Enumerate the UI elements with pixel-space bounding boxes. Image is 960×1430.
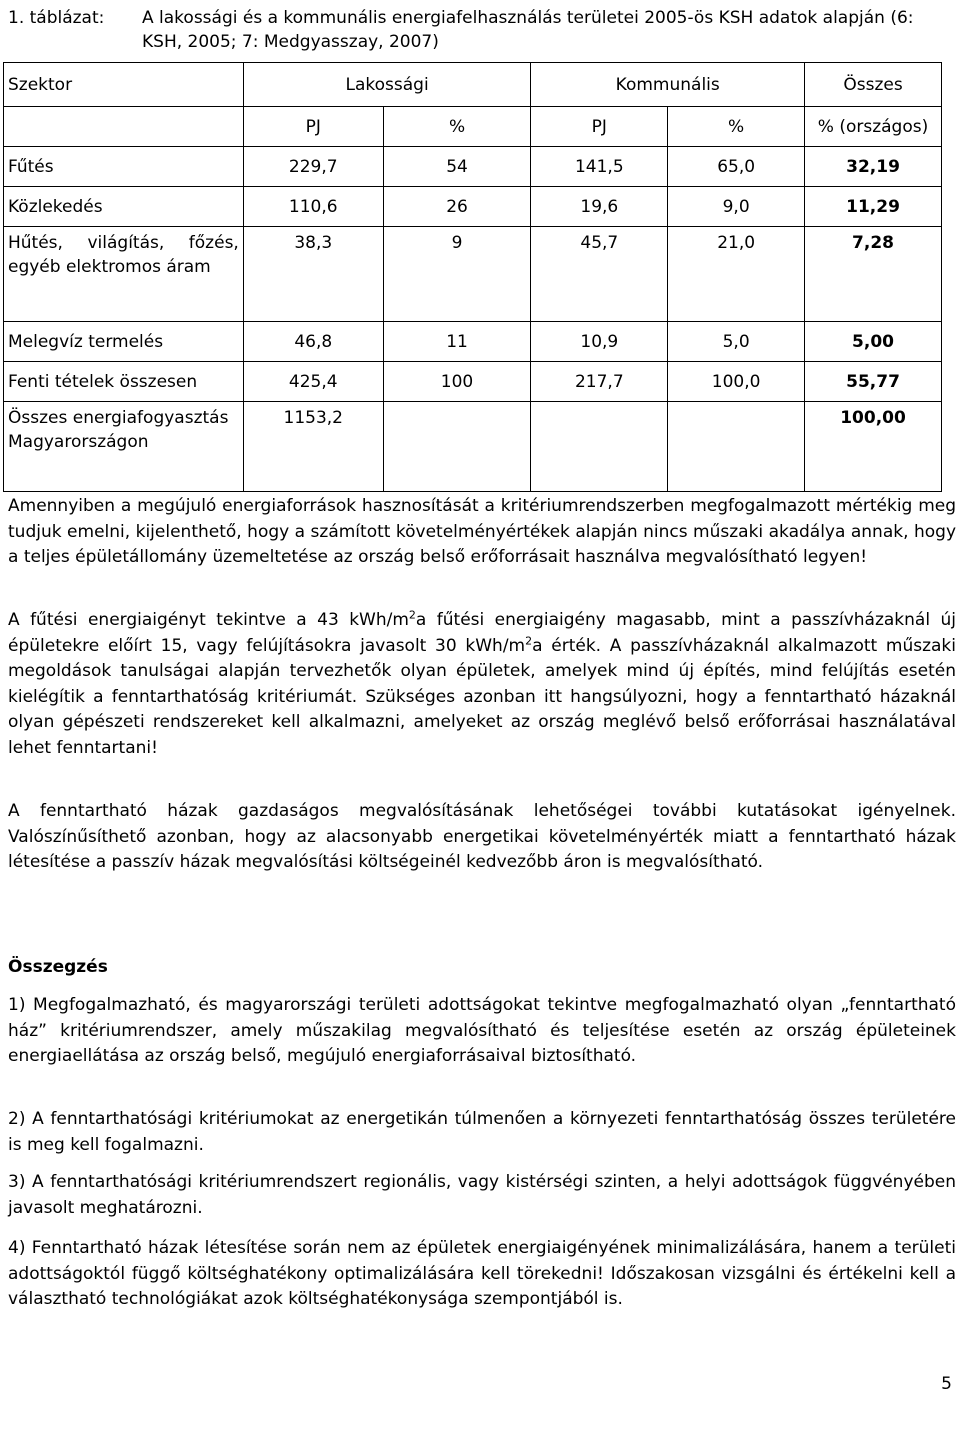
row-label: Közlekedés — [4, 187, 244, 227]
paragraph-economics: A fenntartható házak gazdaságos megvalósításának lehetőségei további kutatásokat igényelnek. Valószínűsíthető azonban, hogy az alacsonyabb energetikai követelményérték miatt a fenntartható házak létesítése a passzív házak megvalósítási költségeinél kedvezőbb áron is megvalósítható. — [8, 801, 956, 872]
table-row — [4, 362, 942, 402]
cell-pct-communal — [668, 402, 805, 492]
energy-table — [3, 62, 942, 492]
cell-pj-residential: 110,6 — [243, 187, 383, 227]
table-row — [4, 322, 942, 362]
row-label: Hűtés, világítás, főzés, egyéb elektromos áram — [4, 227, 244, 322]
table-row — [4, 187, 942, 227]
cell-pct-residential: 9 — [383, 227, 531, 322]
cell-pj-communal — [531, 402, 668, 492]
cell-pj-communal: 45,7 — [531, 227, 668, 322]
table-header-row — [4, 63, 942, 107]
header-residential: Lakossági — [243, 63, 531, 107]
paragraph-heating-demand — [8, 608, 956, 761]
cell-pj-communal: 217,7 — [531, 362, 668, 402]
cell-pct-communal: 100,0 — [668, 362, 805, 402]
cell-pct-communal: 21,0 — [668, 227, 805, 322]
cell-total: 55,77 — [805, 362, 942, 402]
cell-pj-residential: 46,8 — [243, 322, 383, 362]
cell-pct-communal: 9,0 — [668, 187, 805, 227]
cell-pj-residential: 1153,2 — [243, 402, 383, 492]
cell-total: 32,19 — [805, 147, 942, 187]
paragraph-heating-part-b: a fűtési energiaigény magasabb, mint a passzívházaknál új épületekre előírt 15, vagy felújításokra javasolt 30 kWh/m — [8, 610, 956, 656]
summary-item-4: 4) Fenntartható házak létesítése során nem az épületek energiaigényének minimalizálására, hanem a területi adottságoktól függő költséghatékony optimalizálására kell törekedni! Időszakosan vizsgálni és értékelni kell a választható technológiákat azok költséghatékonysága szempontjából is. — [8, 1238, 956, 1309]
cell-pct-residential: 54 — [383, 147, 531, 187]
paragraph-heating-part-a: A fűtési energiaigényt tekintve a 43 kWh/m — [8, 610, 409, 630]
cell-pct-residential: 100 — [383, 362, 531, 402]
superscript-2: 2 — [525, 633, 533, 647]
row-label: Fűtés — [4, 147, 244, 187]
cell-pct-communal: 5,0 — [668, 322, 805, 362]
summary-heading: Összegzés — [8, 957, 108, 977]
cell-pj-residential: 38,3 — [243, 227, 383, 322]
paragraph-renewables: Amennyiben a megújuló energiaforrások hasznosítását a kritériumrendszerben megfogalmazott mértékig meg tudjuk emelni, kijelenthető, hogy a számított követelményértékek alapján nincs műszaki akadálya annak, hogy a teljes épületállomány üzemeltetése az ország belső erőforrásait használva megvalósítható legyen! — [8, 496, 956, 567]
subheader-pct-residential: % — [383, 107, 531, 147]
table-subheader-row — [4, 107, 942, 147]
cell-pct-residential: 11 — [383, 322, 531, 362]
paragraph-heating-part-c: a érték. A passzívházaknál alkalmazott műszaki megoldások tanulságai alapján tervezhetők olyan épületek, amelyek mind új építés, mind felújítás esetén kielégítik a fenntarthatóság kritériumát. Szükséges azonban itt hangsúlyozni, hogy a fenntartható házaknál olyan gépészeti rendszereket kell alkalmazni, amelyeket az ország meglévő belső erőforrásai használatával lehet fenntartani! — [8, 635, 957, 758]
summary-item-3: 3) A fenntarthatósági kritériumrendszert regionális, vagy kistérségi szinten, a helyi adottságok függvényében javasolt meghatározni. — [8, 1172, 956, 1218]
subheader-pct-communal: % — [668, 107, 805, 147]
subheader-pj-communal: PJ — [531, 107, 668, 147]
cell-pj-communal: 19,6 — [531, 187, 668, 227]
table-row — [4, 402, 942, 492]
table-row — [4, 147, 942, 187]
cell-pct-residential: 26 — [383, 187, 531, 227]
row-label: Fenti tételek összesen — [4, 362, 244, 402]
subheader-empty — [4, 107, 244, 147]
cell-total: 7,28 — [805, 227, 942, 322]
table-row — [4, 227, 942, 322]
summary-item-2: 2) A fenntarthatósági kritériumokat az energetikán túlmenően a környezeti fenntarthatóság összes területére is meg kell fogalmazni. — [8, 1109, 956, 1155]
cell-pct-residential — [383, 402, 531, 492]
cell-total: 5,00 — [805, 322, 942, 362]
superscript-2: 2 — [408, 608, 416, 622]
header-total: Összes — [805, 63, 942, 107]
cell-pj-residential: 229,7 — [243, 147, 383, 187]
cell-pj-communal: 10,9 — [531, 322, 668, 362]
table-number: 1. táblázat: — [8, 8, 105, 28]
header-sector: Szektor — [4, 63, 244, 107]
row-label: Összes energiafogyasztás Magyarországon — [4, 402, 244, 492]
cell-total: 11,29 — [805, 187, 942, 227]
subheader-pj-residential: PJ — [243, 107, 383, 147]
cell-pct-communal: 65,0 — [668, 147, 805, 187]
cell-total: 100,00 — [805, 402, 942, 492]
cell-pj-residential: 425,4 — [243, 362, 383, 402]
summary-item-1: 1) Megfogalmazható, és magyarországi területi adottságokat tekintve megfogalmazható olyan „fenntartható ház” kritériumrendszer, amely műszakilag megvalósítható és teljesítése esetén az ország épületeinek energiaellátása az ország belső, megújuló energiaforrásaival biztosítható. — [8, 995, 956, 1066]
subheader-pct-national: % (országos) — [805, 107, 942, 147]
header-communal: Kommunális — [531, 63, 805, 107]
cell-pj-communal: 141,5 — [531, 147, 668, 187]
row-label: Melegvíz termelés — [4, 322, 244, 362]
page-number: 5 — [941, 1374, 952, 1394]
table-title: A lakossági és a kommunális energiafelhasználás területei 2005-ös KSH adatok alapján (6: KSH, 2005; 7: Medgyasszay, 2007) — [142, 8, 914, 52]
